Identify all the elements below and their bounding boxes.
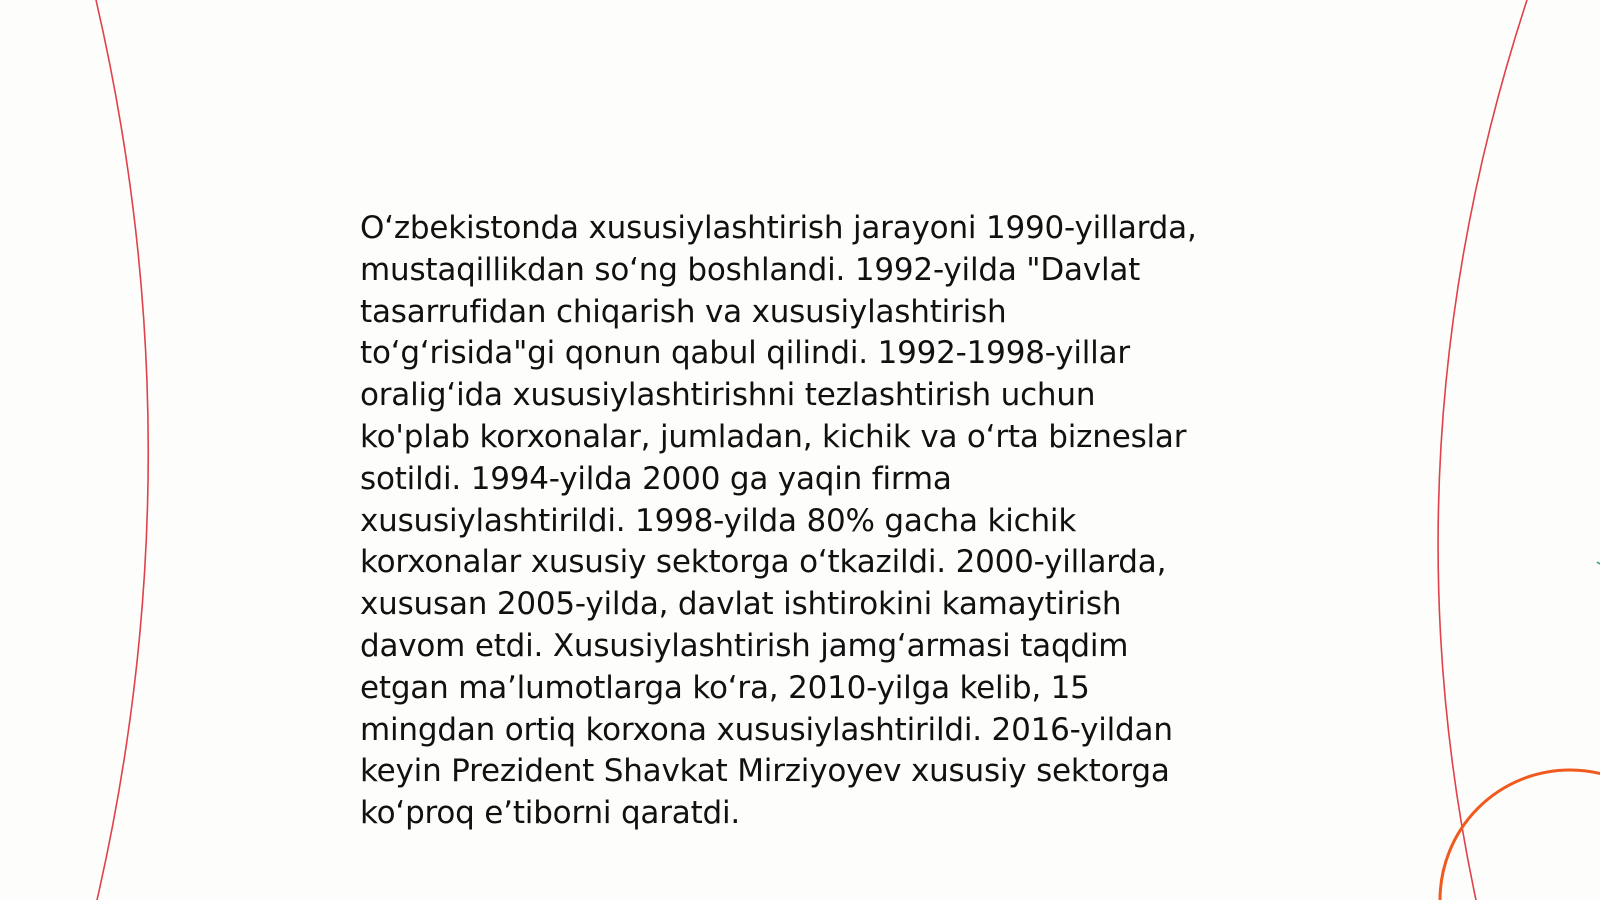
right-arc-line xyxy=(1438,0,1527,900)
body-paragraph: O‘zbekistonda xususiylashtirish jarayoni 1990-yillarda, mustaqillikdan so‘ng boshlandi. 1992-yilda "Davlat tasarrufidan chiqarish va xususiylashtirish to‘g‘risida"gi qonun qabul qilindi. 1992-1998-yillar oralig‘ida xususiylashtirishni tezlashtirish uchun ko'plab korxonalar, jumladan, kichik va o‘rta bizneslar sotildi. 1994-yilda 2000 ga yaqin firma xususiylashtirildi. 1998-yilda 80% gacha kichik korxonalar xususiy sektorga o‘tkazildi. 2000-yillarda, xususan 2005-yilda, davlat ishtirokini kamaytirish davom etdi. Xususiylashtirish jamg‘armasi taqdim etgan ma’lumotlarga ko‘ra, 2010-yilga kelib, 15 mingdan ortiq korxona xususiylashtirildi. 2016-yildan keyin Prezident Shavkat Mirziyoyev xususiy sektorga ko‘proq e’tiborni qaratdi. xyxy=(360,210,1197,832)
left-arc-line xyxy=(96,0,148,900)
